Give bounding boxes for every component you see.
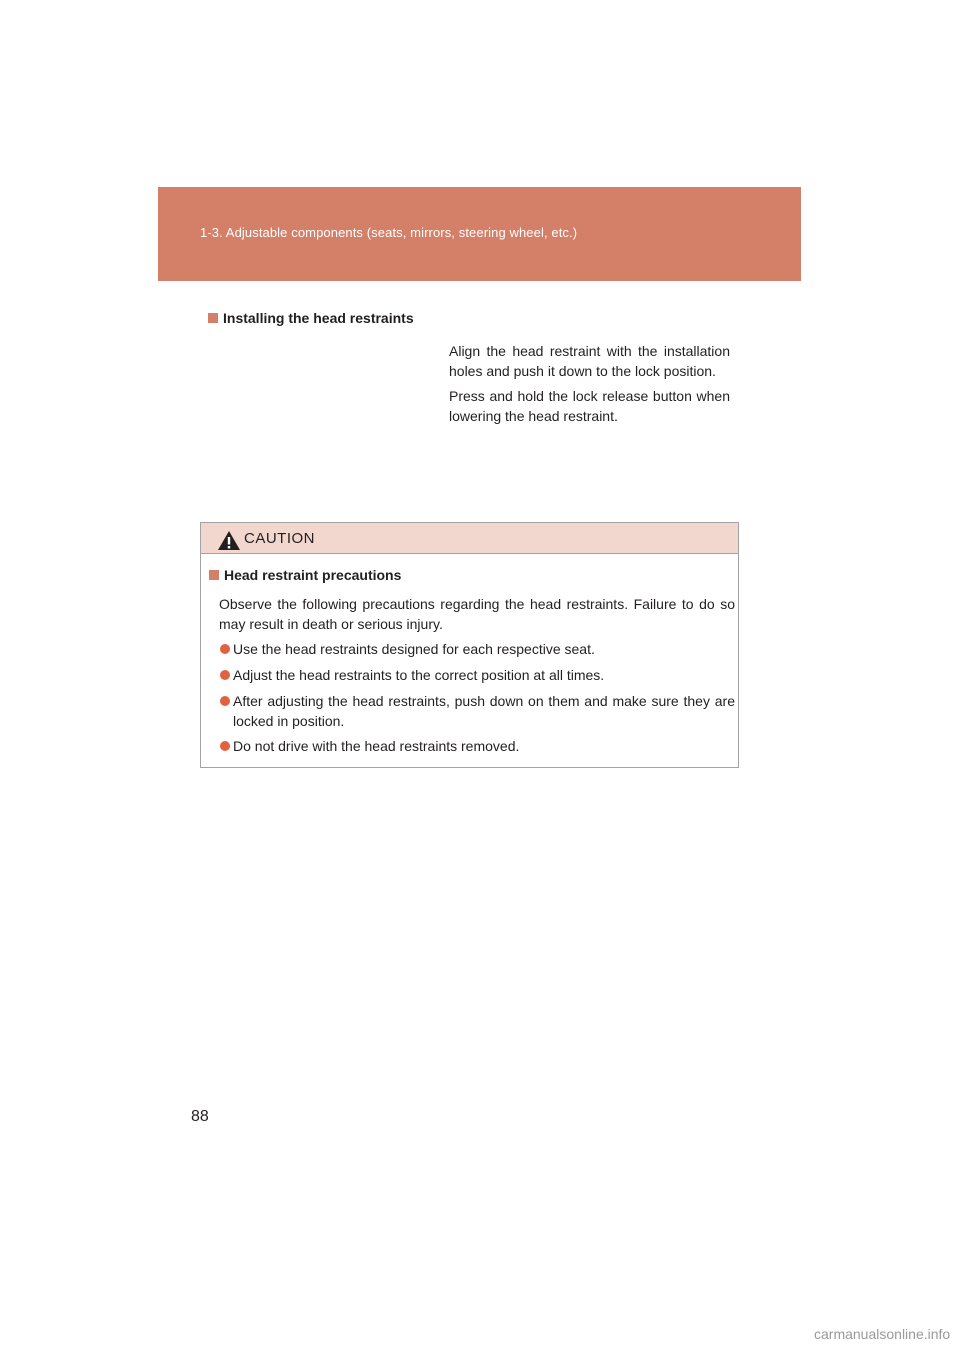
warning-triangle-icon [217,530,241,551]
section-heading [208,310,414,326]
instruction-paragraph-1: Align the head restraint with the installation holes and push it down to the lock position. [449,343,730,379]
bullet-dot-icon [220,741,230,751]
list-item-text: After adjusting the head restraints, push down on them and make sure they are locked in position. [233,693,735,729]
caution-box [200,522,739,768]
list-item-text: Adjust the head restraints to the correct position at all times. [233,667,605,683]
list-item [219,665,735,685]
caution-intro: Observe the following precautions regarding the head restraints. Failure to do so may result in death or serious injury. [219,596,735,632]
instruction-paragraph-2: Press and hold the lock release button when lowering the head restraint. [449,388,730,424]
caution-header [201,523,738,554]
square-bullet-icon [208,313,218,323]
section-breadcrumb: 1-3. Adjustable components (seats, mirrors, steering wheel, etc.) [200,225,578,240]
caution-subheading [209,567,401,583]
bullet-dot-icon [220,670,230,680]
list-item-text: Do not drive with the head restraints removed. [233,738,520,754]
caution-subheading-text: Head restraint precautions [224,567,402,583]
bullet-dot-icon [220,696,230,706]
square-bullet-icon [209,570,219,580]
watermark: carmanualsonline.info [814,1326,951,1342]
section-heading-text: Installing the head restraints [223,310,414,326]
list-item-text: Use the head restraints designed for each respective seat. [233,641,595,657]
list-item [219,639,735,659]
section-header-band [158,187,801,281]
caution-title: CAUTION [244,530,315,547]
list-item [219,691,735,731]
bullet-dot-icon [220,644,230,654]
list-item [219,736,735,756]
page-number: 88 [191,1108,209,1125]
